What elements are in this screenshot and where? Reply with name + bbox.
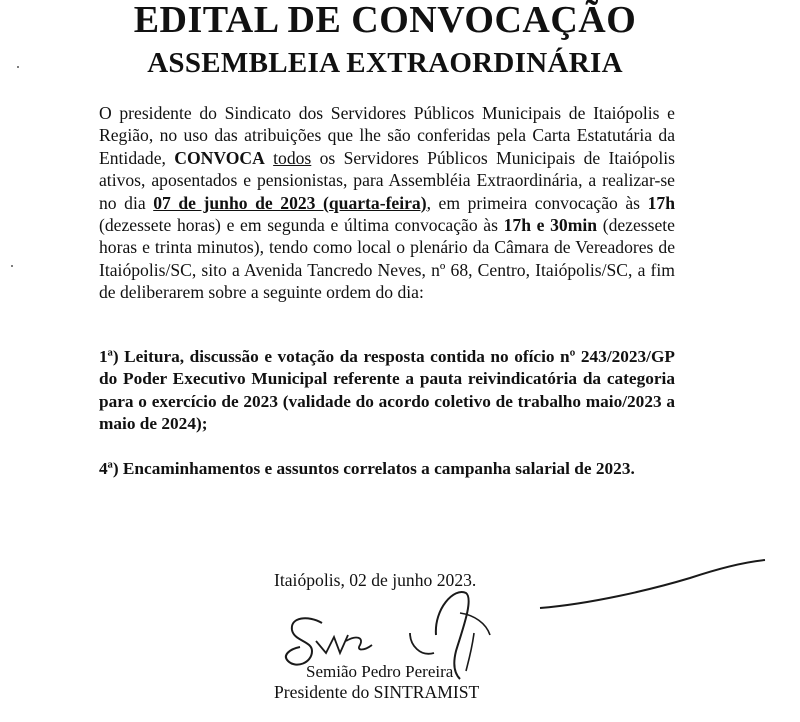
paragraph-text: (dezessete horas) e em segunda e última convocação às — [99, 215, 504, 236]
convoca-keyword: CONVOCA — [174, 147, 265, 168]
paragraph-text: os Servidores Públicos Municipais de Itaiópolis ativos, aposentados e pensionistas, para Assembléia Extraordinária, a realizar-se no dia — [99, 147, 675, 213]
scan-speck — [17, 66, 19, 68]
paragraph-text: , em primeira convocação às — [426, 192, 648, 213]
paragraph-text: O presidente do Sindicato dos Servidores Públicos Municipais de Itaiópolis e Região, no uso das atribuições que lhe são conferidas pela Carta Estatutária da Entidade, — [99, 103, 675, 168]
signer-role: Presidente do SINTRAMIST — [274, 682, 480, 702]
agenda-item-1: 1ª) Leitura, discussão e votação da resposta contida no ofício nº 243/2023/GP do Poder Executivo Municipal referente a pauta reivindicatória da categoria para o exercício de 2023 (validade do acordo coletivo de trabalho maio/2023 a maio de 2024); — [99, 347, 675, 434]
first-call-time: 17h — [647, 192, 675, 213]
signature-flourish — [530, 550, 770, 620]
paragraph-text — [265, 148, 273, 168]
agenda-item-4: 4ª) Encaminhamentos e assuntos correlatos a campanha salarial de 2023. — [99, 459, 635, 478]
signer-name: Semião Pedro Pereira — [306, 662, 454, 681]
second-call-time: 17h e 30min — [503, 215, 598, 236]
assembly-date: 07 de junho de 2023 (quarta-feira) — [153, 192, 427, 213]
document-subtitle: ASSEMBLEIA EXTRAORDINÁRIA — [147, 47, 623, 79]
paragraph-text: (dezessete horas e trinta minutos), tendo como local o plenário da Câmara de Vereadores de Itaiópolis/SC, sito a Avenida Tancredo Neves, nº 68, Centro, Itaiópolis/SC, a fim de deliberarem sobre a seguinte ordem do dia: — [99, 215, 675, 303]
convocation-paragraph — [99, 102, 675, 304]
place-and-date: Itaiópolis, 02 de junho 2023. — [274, 570, 477, 590]
scan-speck — [11, 265, 13, 267]
todos-keyword: todos — [273, 147, 312, 168]
document-title: EDITAL DE CONVOCAÇÃO — [133, 0, 637, 41]
